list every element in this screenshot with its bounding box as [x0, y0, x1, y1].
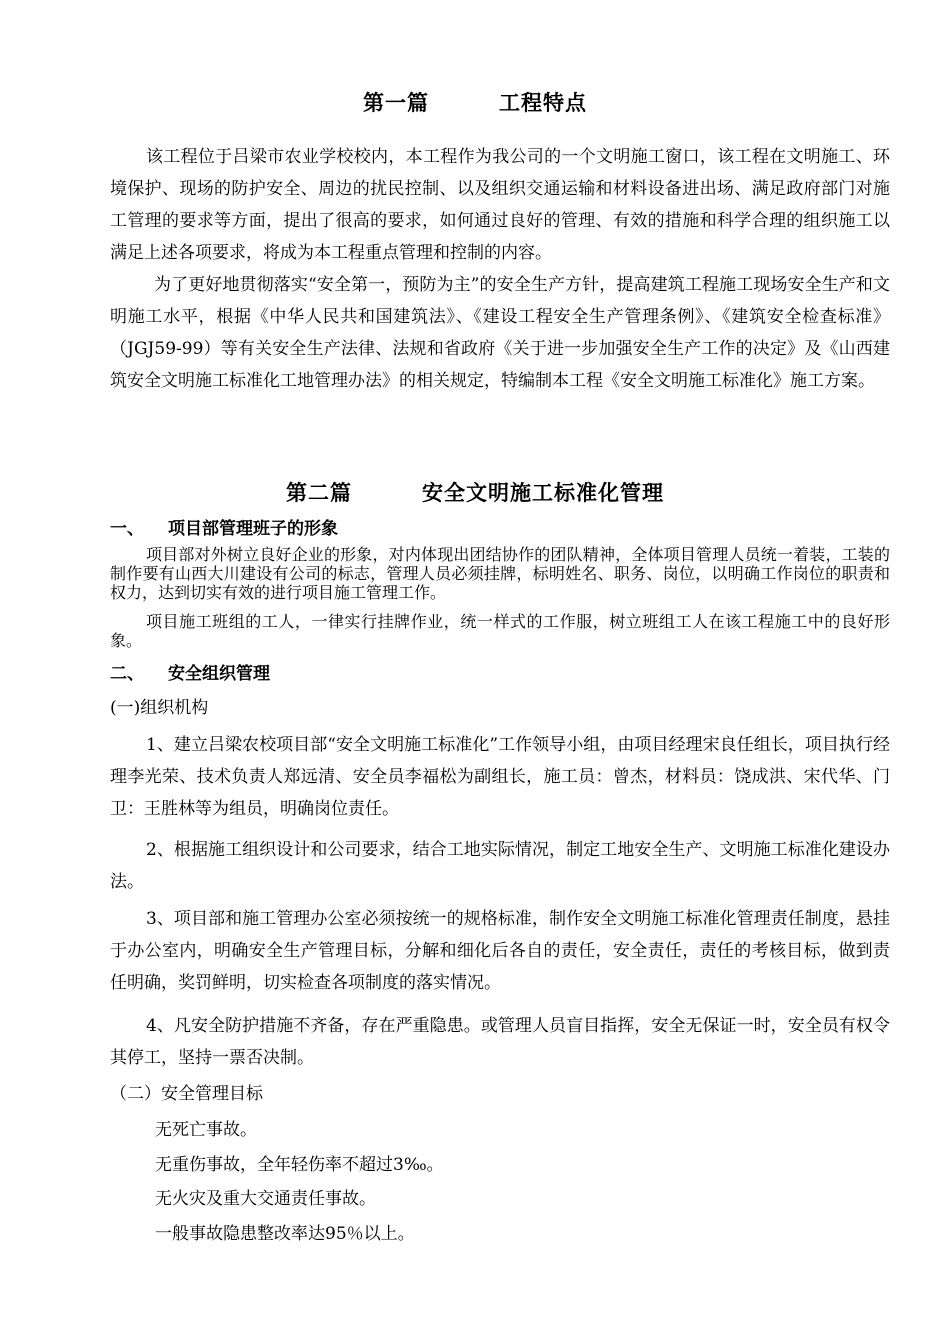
section-2-heading: [110, 662, 270, 686]
part1-title-number: 第一篇: [363, 90, 429, 115]
org-item-4: 4、凡安全防护措施不齐备，存在严重隐患。或管理人员盲目指挥，安全无保证一时，安全员有权令其停工，坚持一票否决制。: [110, 1016, 890, 1068]
section-2-number: 二、: [110, 664, 144, 684]
section-2-title: 安全组织管理: [168, 664, 270, 684]
subsection-2-label: （二）安全管理目标: [110, 1084, 263, 1104]
goal-item: 无死亡事故。: [155, 1120, 257, 1140]
part2-title-text: 安全文明施工标准化管理: [422, 480, 664, 505]
section-1-paragraph-2: 项目施工班组的工人，一律实行挂牌作业，统一样式的工作服，树立班组工人在该工程施工中的良好形象。: [110, 612, 890, 650]
part1-paragraph-2: 为了更好地贯彻落实“安全第一，预防为主”的安全生产方针，提高建筑工程施工现场安全生产和文明施工水平，根据《中华人民共和国建筑法》、《建设工程安全生产管理条例》、《建筑安全检查标准》（JGJ59-99）等有关安全生产法律、法规和省政府《关于进一步加强安全生产工作的决定》及《山西建筑安全文明施工标准化工地管理办法》的相关规定，特编制本工程《安全文明施工标准化》施工方案。: [110, 275, 890, 391]
org-item-1: 1、建立吕梁农校项目部“安全文明施工标准化”工作领导小组，由项目经理宋良任组长，项目执行经理李光荣、技术负责人郑远清、安全员李福松为副组长，施工员：曾杰，材料员：饶成洪、宋代华、门卫：王胜林等为组员，明确岗位责任。: [110, 735, 890, 819]
part1-title-text: 工程特点: [499, 90, 587, 115]
goal-item: 无重伤事故，全年轻伤率不超过3‰。: [155, 1155, 444, 1175]
subsection-1-label: (一)组织机构: [110, 698, 209, 718]
section-1-title: 项目部管理班子的形象: [168, 519, 338, 539]
part2-title-number: 第二篇: [286, 480, 352, 505]
section-1-paragraph-1: 项目部对外树立良好企业的形象，对内体现出团结协作的团队精神，全体项目管理人员统一着装，工装的制作要有山西大川建设有公司的标志，管理人员必须挂牌，标明姓名、职务、岗位，以明确工作岗位的职责和权力，达到切实有效的进行项目施工管理工作。: [110, 545, 890, 602]
part1-paragraph-1: 该工程位于吕梁市农业学校校内，本工程作为我公司的一个文明施工窗口，该工程在文明施工、环境保护、现场的防护安全、周边的扰民控制、以及组织交通运输和材料设备进出场、满足政府部门对施工管理的要求等方面，提出了很高的要求，如何通过良好的管理、有效的措施和科学合理的组织施工以满足上述各项要求，将成为本工程重点管理和控制的内容。: [110, 147, 890, 263]
goal-item: 无火灾及重大交通责任事故。: [155, 1189, 376, 1209]
part1-title: [0, 89, 950, 117]
org-item-2: 2、根据施工组织设计和公司要求，结合工地实际情况，制定工地安全生产、文明施工标准化建设办法。: [110, 840, 890, 892]
org-item-3: 3、项目部和施工管理办公室必须按统一的规格标准，制作安全文明施工标准化管理责任制度，悬挂于办公室内，明确安全生产管理目标，分解和细化后各自的责任，安全责任，责任的考核目标，做到责任明确，奖罚鲜明，切实检查各项制度的落实情况。: [110, 909, 890, 993]
part2-title: [0, 479, 950, 507]
section-1-number: 一、: [110, 519, 144, 539]
section-1-heading: [110, 517, 338, 541]
goal-item: 一般事故隐患整改率达95％以上。: [155, 1224, 415, 1244]
